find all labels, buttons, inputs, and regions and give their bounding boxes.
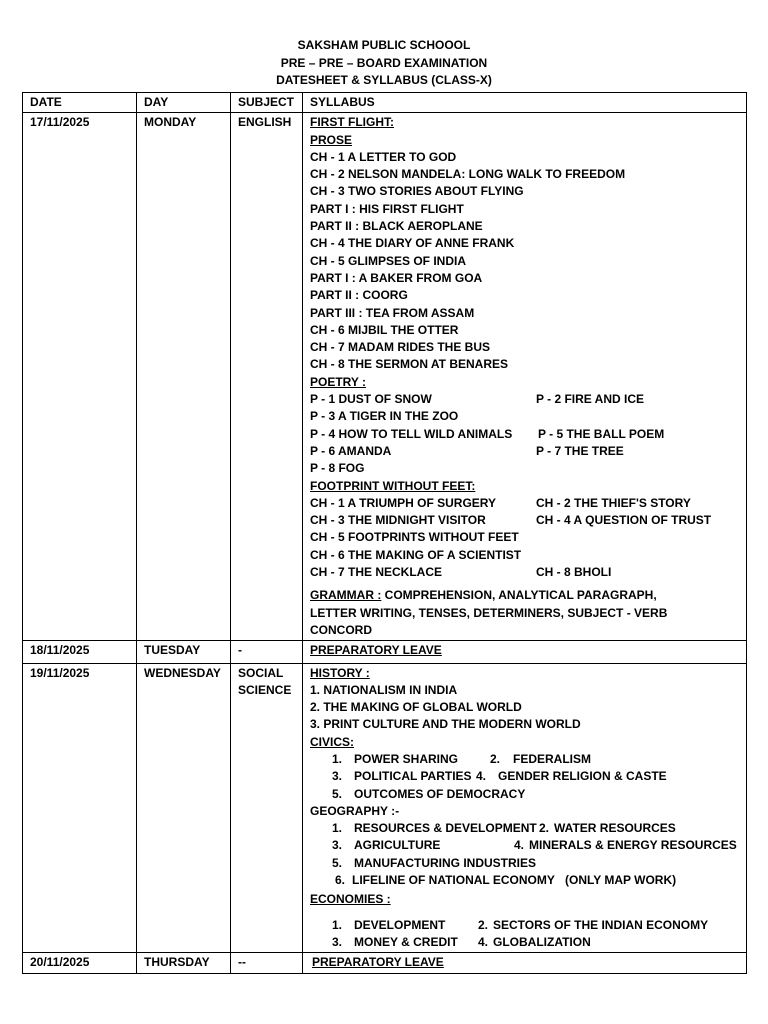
date-cell: 19/11/2025: [23, 663, 137, 953]
section-heading: ECONOMIES :: [310, 892, 391, 907]
item-text: RESOURCES & DEVELOPMENT: [354, 821, 537, 836]
item-text: GLOBALIZATION: [493, 934, 591, 949]
item-number: 1.: [332, 751, 343, 766]
list-item-right: CH - 8 BHOLI: [536, 565, 612, 580]
item-number: 5.: [332, 786, 343, 801]
item-number: 3.: [332, 769, 343, 784]
section-heading: FOOTPRINT WITHOUT FEET:: [310, 478, 476, 493]
syllabus-cell: [303, 953, 747, 973]
list-item: 3. PRINT CULTURE AND THE MODERN WORLD: [310, 717, 581, 732]
document-title: DATESHEET & SYLLABUS (CLASS-X): [276, 73, 492, 87]
list-item-right: P - 2 FIRE AND ICE: [536, 392, 645, 407]
list-item: CH - 8 THE SERMON AT BENARES: [310, 357, 509, 372]
list-item: CH - 3 TWO STORIES ABOUT FLYING: [310, 184, 524, 199]
list-item: [310, 443, 746, 460]
list-item: [310, 934, 746, 951]
list-item-right: P - 7 THE TREE: [536, 443, 624, 458]
table-row-social-science: [23, 663, 747, 953]
list-item: [310, 495, 746, 512]
table-row-preparatory-1: [23, 641, 747, 663]
section-heading: FIRST FLIGHT:: [310, 115, 394, 130]
item-text: AGRICULTURE: [354, 838, 441, 853]
table-header-row: [23, 93, 747, 113]
item-note: (ONLY MAP WORK): [565, 873, 677, 888]
preparatory-leave: PREPARATORY LEAVE: [312, 955, 444, 970]
list-item-left: CH - 3 THE MIDNIGHT VISITOR: [310, 513, 486, 528]
grammar-paragraph: [310, 587, 690, 639]
item-text: MINERALS & ENERGY RESOURCES: [529, 838, 737, 853]
list-item-left: CH - 7 THE NECKLACE: [310, 565, 443, 580]
list-item: [310, 768, 746, 785]
list-item: PART III : TEA FROM ASSAM: [310, 305, 475, 320]
list-item-left: P - 1 DUST OF SNOW: [310, 392, 432, 407]
list-item-right: P - 5 THE BALL POEM: [538, 426, 665, 441]
list-item: [310, 529, 746, 546]
day-cell: THURSDAY: [137, 953, 231, 973]
item-number: 4.: [476, 769, 487, 784]
list-item: [310, 512, 746, 529]
item-text: LIFELINE OF NATIONAL ECONOMY: [352, 873, 555, 888]
item-text: MONEY & CREDIT: [354, 934, 458, 949]
list-item: PART II : BLACK AEROPLANE: [310, 219, 483, 234]
list-item: CH - 4 THE DIARY OF ANNE FRANK: [310, 236, 515, 251]
list-item: [310, 786, 746, 803]
date-cell: 17/11/2025: [23, 113, 137, 641]
list-item-left: CH - 6 THE MAKING OF A SCIENTIST: [310, 547, 522, 562]
list-item: PART II : COORG: [310, 288, 408, 303]
item-number: 2.: [490, 751, 501, 766]
syllabus-cell: [303, 113, 747, 641]
list-item-left: P - 6 AMANDA: [310, 443, 392, 458]
subject-cell: -: [231, 641, 303, 663]
list-item-left: CH - 5 FOOTPRINTS WITHOUT FEET: [310, 530, 519, 545]
item-number: 4.: [478, 934, 489, 949]
item-text: POWER SHARING: [354, 751, 459, 766]
item-number: 6.: [335, 873, 346, 888]
syllabus-cell: [303, 663, 747, 953]
column-header-subject: SUBJECT: [231, 93, 303, 113]
section-heading: HISTORY :: [310, 665, 370, 680]
syllabus-cell: [303, 641, 747, 663]
list-item: [310, 872, 746, 889]
item-number: 1.: [332, 821, 343, 836]
day-cell: MONDAY: [137, 113, 231, 641]
preparatory-leave: PREPARATORY LEAVE: [310, 643, 442, 658]
list-item: [310, 855, 746, 872]
list-item-left: P - 3 A TIGER IN THE ZOO: [310, 409, 459, 424]
list-item-right: CH - 2 THE THIEF'S STORY: [536, 495, 691, 510]
list-item: PART I : HIS FIRST FLIGHT: [310, 201, 464, 216]
list-item: [310, 751, 746, 768]
list-item: CH - 6 MIJBIL THE OTTER: [310, 322, 459, 337]
section-heading: PROSE: [310, 132, 353, 147]
list-item: [310, 460, 746, 477]
list-item: [310, 547, 746, 564]
list-item: CH - 5 GLIMPSES OF INDIA: [310, 253, 467, 268]
list-item: [310, 408, 746, 425]
item-text: WATER RESOURCES: [554, 821, 676, 836]
item-number: 5.: [332, 855, 343, 870]
item-text: DEVELOPMENT: [354, 917, 446, 932]
list-item-left: P - 4 HOW TO TELL WILD ANIMALS: [310, 426, 513, 441]
list-item: [310, 391, 746, 408]
exam-name: PRE – PRE – BOARD EXAMINATION: [280, 55, 488, 70]
item-number: 1.: [332, 917, 343, 932]
list-item-right: CH - 4 A QUESTION OF TRUST: [536, 513, 712, 528]
date-cell: 20/11/2025: [23, 953, 137, 973]
grammar-label: GRAMMAR :: [310, 588, 382, 603]
item-number: 2.: [539, 821, 550, 836]
subject-cell: ENGLISH: [231, 113, 303, 641]
subject-cell: [231, 663, 303, 953]
item-text: SECTORS OF THE INDIAN ECONOMY: [493, 917, 709, 932]
item-number: 2.: [478, 917, 489, 932]
document-header: [0, 37, 768, 90]
grammar-text: COMPREHENSION, ANALYTICAL PARAGRAPH, LETTER WRITING, TENSES, DETERMINERS, SUBJECT - VERB CONCORD: [310, 588, 668, 637]
spacer: [310, 909, 746, 917]
list-item: [310, 917, 746, 934]
item-number: 3.: [332, 934, 343, 949]
section-heading: POETRY :: [310, 374, 367, 389]
column-header-date: DATE: [23, 93, 137, 113]
list-item: [310, 426, 746, 443]
date-cell: 18/11/2025: [23, 641, 137, 663]
item-text: GENDER RELIGION & CASTE: [498, 769, 667, 784]
subject-line: SCIENCE: [238, 682, 292, 697]
list-item: 1. NATIONALISM IN INDIA: [310, 682, 458, 697]
school-name: SAKSHAM PUBLIC SCHOOOL: [297, 38, 471, 52]
item-number: 4.: [514, 838, 525, 853]
table-row-preparatory-2: [23, 953, 747, 973]
list-item: PART I : A BAKER FROM GOA: [310, 270, 483, 285]
list-item: [310, 837, 746, 854]
list-item: CH - 7 MADAM RIDES THE BUS: [310, 340, 491, 355]
item-text: MANUFACTURING INDUSTRIES: [354, 855, 536, 870]
section-heading: CIVICS:: [310, 734, 355, 749]
list-item: CH - 1 A LETTER TO GOD: [310, 149, 457, 164]
item-text: FEDERALISM: [513, 751, 591, 766]
list-item: 2. THE MAKING OF GLOBAL WORLD: [310, 700, 522, 715]
list-item-left: P - 8 FOG: [310, 461, 365, 476]
list-item-left: CH - 1 A TRIUMPH OF SURGERY: [310, 495, 497, 510]
item-text: POLITICAL PARTIES: [354, 769, 472, 784]
list-item: CH - 2 NELSON MANDELA: LONG WALK TO FREEDOM: [310, 167, 626, 182]
table-row-english: [23, 113, 747, 641]
day-cell: TUESDAY: [137, 641, 231, 663]
item-number: 3.: [332, 838, 343, 853]
column-header-syllabus: SYLLABUS: [303, 93, 747, 113]
subject-cell: --: [231, 953, 303, 973]
section-heading: GEOGRAPHY :-: [310, 803, 400, 818]
subject-line: SOCIAL: [238, 665, 284, 680]
column-header-day: DAY: [137, 93, 231, 113]
item-text: OUTCOMES OF DEMOCRACY: [354, 786, 526, 801]
list-item: [310, 820, 746, 837]
datesheet-table: [22, 92, 747, 974]
list-item: [310, 564, 746, 581]
day-cell: WEDNESDAY: [137, 663, 231, 953]
